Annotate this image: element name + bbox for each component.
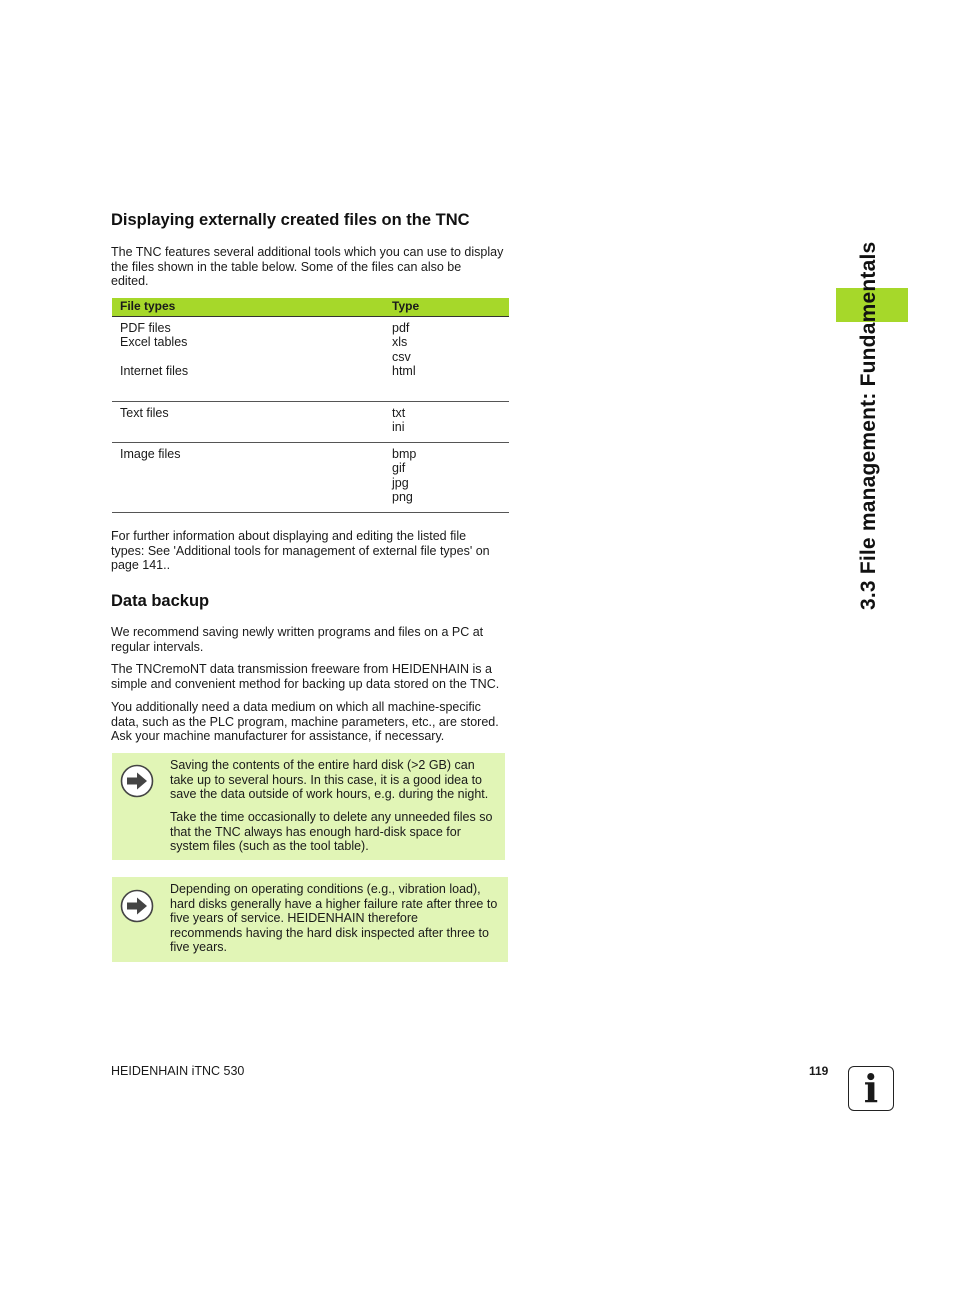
- table-row: PDF files Excel tables Internet files pdf xls csv html: [112, 317, 509, 402]
- further-info-paragraph: For further information about displaying and editing the listed file types: See 'Additional tools for management of external file types' on page 141..: [111, 529, 490, 573]
- info-icon-letter: i: [863, 1066, 879, 1111]
- backup-paragraph-2: The TNCremoNT data transmission freeware from HEIDENHAIN is a simple and convenient method for backing up data stored on the TNC.: [111, 662, 500, 691]
- note-box-backup-time: Saving the contents of the entire hard disk (>2 GB) can take up to several hours. In this case, it is a good idea to save the data outside of work hours, e.g. during the night. Take the time occasionally to delete any unneeded files so that the TNC always has enough hard-disk space for system files (such as the tool table).: [112, 753, 505, 860]
- section-heading-data-backup: Data backup: [111, 592, 210, 610]
- arrow-right-icon: [120, 889, 154, 923]
- backup-paragraph-3: You additionally need a data medium on which all machine-specific data, such as the PLC program, machine parameters, etc., are stored. Ask your machine manufacturer for assistance, if necessary.: [111, 700, 499, 744]
- table-header-row: [112, 298, 509, 317]
- intro-paragraph: The TNC features several additional tools which you can use to display the files shown in the table below. Some of the files can also be edited.: [111, 245, 504, 289]
- backup-paragraph-1: We recommend saving newly written programs and files on a PC at regular intervals.: [111, 625, 484, 654]
- note-box-disk-inspection: Depending on operating conditions (e.g., vibration load), hard disks generally have a higher failure rate after three to five years of service. HEIDENHAIN therefore recommends having the hard disk inspected after three to five years.: [112, 877, 508, 962]
- info-icon: [848, 1066, 894, 1111]
- section-heading-external-files: Displaying externally created files on the TNC: [111, 211, 470, 229]
- page-number: 119: [809, 1064, 829, 1078]
- file-types-table: [112, 298, 509, 513]
- header-file-types: File types: [120, 299, 176, 313]
- header-type: Type: [392, 299, 420, 313]
- chapter-side-title: 3.3 File management: Fundamentals: [857, 241, 880, 610]
- footer-product-name: HEIDENHAIN iTNC 530: [111, 1064, 245, 1078]
- table-row: Image files bmp gif jpg png: [112, 443, 509, 513]
- table-row: Text files txt ini: [112, 402, 509, 443]
- arrow-right-icon: [120, 764, 154, 798]
